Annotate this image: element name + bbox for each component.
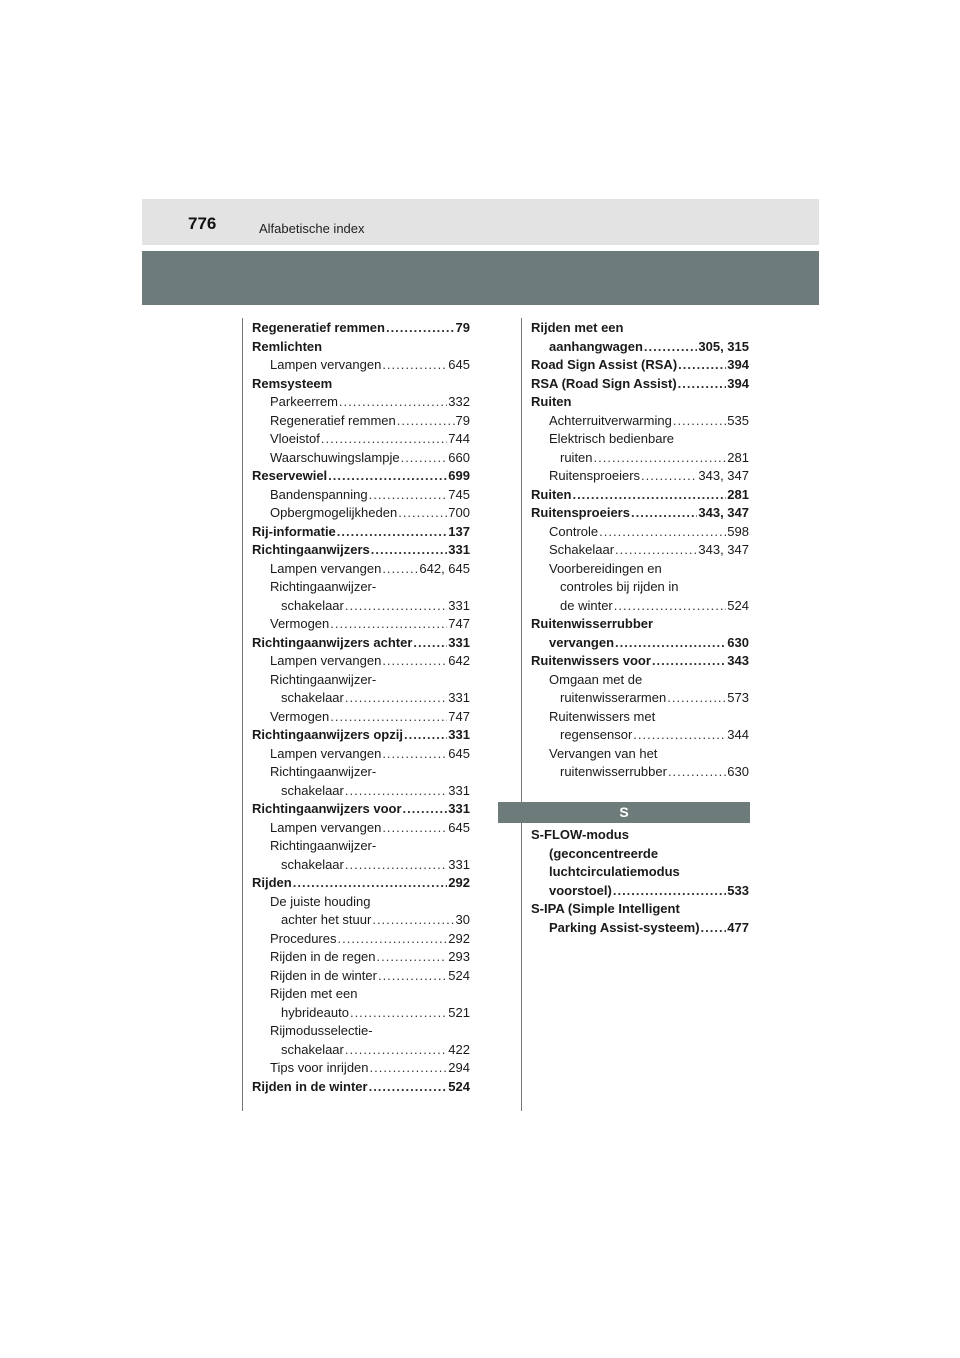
index-entry-term: Waarschuwingslampje — [270, 449, 400, 465]
index-entry — [531, 671, 749, 690]
dot-leader — [668, 763, 726, 782]
index-entry — [252, 430, 470, 449]
index-entry-page: 524 — [448, 967, 470, 983]
dot-leader — [382, 745, 447, 764]
index-entry — [531, 486, 749, 505]
dot-leader — [382, 560, 418, 579]
index-entry-page: 477 — [727, 919, 749, 935]
index-entry-page: 343 — [727, 653, 749, 668]
index-entry — [531, 826, 749, 845]
index-entry — [531, 375, 749, 394]
dot-leader — [594, 449, 727, 468]
index-entry-term: Vloeistof — [270, 431, 320, 446]
index-entry-page: 645 — [448, 745, 470, 761]
dot-leader — [633, 726, 726, 745]
dot-leader — [345, 1041, 447, 1060]
index-entry — [252, 819, 470, 838]
dot-leader — [339, 393, 447, 412]
index-entry-page: 331 — [448, 690, 470, 705]
index-entry-page: 292 — [448, 875, 470, 890]
index-entry-page: 642 — [448, 653, 470, 668]
index-entry — [252, 671, 470, 690]
index-entry-term: Bandenspanning — [270, 486, 368, 502]
index-entry-page: 747 — [448, 708, 470, 724]
index-entry-page: 331 — [448, 597, 470, 613]
index-entry-term: Richtingaanwijzer- — [270, 764, 377, 779]
index-entry-term: Opbergmogelijkheden — [270, 505, 398, 520]
dot-leader — [293, 874, 448, 893]
index-entry-term: Ruitenwisserrubber — [531, 616, 654, 631]
index-entry — [252, 930, 470, 949]
index-entry — [252, 1041, 470, 1060]
index-entry — [252, 578, 470, 597]
index-entry — [531, 845, 749, 864]
index-entry — [531, 882, 749, 901]
dot-leader — [615, 541, 697, 560]
index-entry — [531, 708, 749, 727]
index-entry — [252, 800, 470, 819]
index-entry-page: 700 — [448, 505, 470, 520]
index-entry-page: 524 — [727, 597, 749, 613]
dot-leader — [678, 356, 726, 375]
index-entry-term: Ruiten — [531, 394, 572, 409]
index-entry — [252, 689, 470, 708]
index-entry-term: (geconcentreerde — [549, 845, 659, 861]
index-entry-term: Rijden in de regen — [270, 949, 376, 964]
index-entry — [252, 726, 470, 745]
index-entry — [252, 763, 470, 782]
index-entry — [252, 985, 470, 1004]
index-entry — [531, 356, 749, 375]
index-entry — [531, 412, 749, 431]
index-entry-term: schakelaar — [281, 856, 344, 872]
index-entry-page: 394 — [727, 375, 749, 391]
index-entry — [252, 634, 470, 653]
dot-leader — [330, 615, 447, 634]
index-entry-page: 137 — [448, 523, 470, 539]
dot-leader — [372, 911, 454, 930]
dot-leader — [641, 467, 697, 486]
index-entry-page: 30 — [455, 912, 470, 927]
index-entry — [252, 708, 470, 727]
column-divider-left — [242, 318, 243, 1111]
index-entry-page: 645 — [448, 357, 470, 372]
index-entry-page: 293 — [448, 949, 470, 964]
index-entry — [531, 597, 749, 616]
index-entry-term: Parkeerrem — [270, 394, 338, 409]
index-entry-term: Procedures — [270, 930, 337, 946]
index-entry-term: RSA (Road Sign Assist) — [531, 375, 677, 391]
index-entry-term: ruitenwisserarmen — [560, 690, 667, 705]
index-entry — [531, 560, 749, 579]
index-entry-term: Lampen vervangen — [270, 653, 382, 668]
dot-leader — [667, 689, 726, 708]
index-entry — [531, 863, 749, 882]
index-entry-page: 660 — [448, 449, 470, 465]
index-entry-term: Rij-informatie — [252, 523, 336, 539]
index-entry-term: Voorbereidingen en — [549, 560, 662, 576]
index-entry-term: Lampen vervangen — [270, 357, 382, 372]
index-entry — [252, 504, 470, 523]
dot-leader — [401, 449, 448, 468]
index-entry-page: 699 — [448, 468, 470, 483]
dot-leader — [678, 375, 727, 394]
index-entry-term: Richtingaanwijzers achter — [252, 634, 413, 650]
index-entry — [252, 338, 470, 357]
index-entry — [531, 523, 749, 542]
index-entry-page: 292 — [448, 930, 470, 946]
dot-leader — [386, 319, 455, 338]
index-entry-page: 745 — [448, 486, 470, 502]
index-entry — [531, 689, 749, 708]
index-entry-term: Richtingaanwijzers voor — [252, 801, 402, 816]
index-entry-page: 524 — [448, 1078, 470, 1094]
index-entry — [252, 560, 470, 579]
index-entry-page: 744 — [448, 431, 470, 446]
index-entry-term: Regeneratief remmen — [252, 320, 385, 335]
index-entry-term: Regeneratief remmen — [270, 412, 396, 428]
index-entry — [252, 745, 470, 764]
dot-leader — [345, 597, 447, 616]
index-entry-page: 79 — [455, 320, 470, 335]
index-entry — [531, 578, 749, 597]
index-entry-term: Rijden met een — [270, 986, 358, 1001]
index-column-2-s — [531, 826, 749, 937]
index-entry — [531, 541, 749, 560]
index-entry-term: Richtingaanwijzers — [252, 542, 370, 557]
letter-divider-s: S — [498, 802, 750, 823]
dot-leader — [652, 652, 726, 671]
index-entry-term: Lampen vervangen — [270, 745, 382, 761]
dot-leader — [321, 430, 447, 449]
index-entry-term: Ruiten — [531, 486, 572, 502]
dot-leader — [631, 504, 697, 523]
dot-leader — [404, 726, 447, 745]
index-entry-term: Lampen vervangen — [270, 819, 382, 835]
index-entry-page: 598 — [727, 523, 749, 539]
index-entry-term: ruitenwisserrubber — [560, 764, 667, 779]
index-entry-term: Controle — [549, 523, 599, 539]
index-entry-page: 305, 315 — [698, 338, 749, 354]
index-entry — [252, 1078, 470, 1097]
index-entry-page: 343, 347 — [698, 468, 749, 483]
dot-leader — [398, 504, 447, 523]
index-entry-term: vervangen — [549, 634, 615, 650]
index-entry — [252, 393, 470, 412]
index-entry — [531, 467, 749, 486]
index-entry-term: Lampen vervangen — [270, 560, 382, 576]
index-entry-term: Ruitensproeiers — [549, 468, 641, 483]
index-entry — [252, 541, 470, 560]
index-entry — [252, 911, 470, 930]
index-entry — [531, 634, 749, 653]
index-entry-term: Vermogen — [270, 616, 330, 631]
index-entry-term: Remsysteem — [252, 375, 333, 391]
index-entry-page: 630 — [727, 634, 749, 650]
dot-leader — [413, 634, 447, 653]
index-entry-page: 331 — [448, 542, 470, 557]
dot-leader — [644, 338, 697, 357]
index-entry-page: 642, 645 — [419, 560, 470, 576]
dot-leader — [369, 486, 448, 505]
index-entry-term: Vervangen van het — [549, 745, 658, 761]
index-entry-term: S-IPA (Simple Intelligent — [531, 901, 680, 916]
index-entry-page: 422 — [448, 1041, 470, 1057]
index-entry-term: Tips voor inrijden — [270, 1060, 369, 1075]
index-entry-page: 281 — [727, 486, 749, 502]
index-entry — [531, 319, 749, 338]
index-entry — [531, 652, 749, 671]
index-entry-page: 331 — [448, 801, 470, 816]
index-entry — [252, 597, 470, 616]
dot-leader — [330, 708, 447, 727]
index-entry-term: Richtingaanwijzers opzij — [252, 727, 403, 742]
dot-leader — [403, 800, 448, 819]
dot-leader — [613, 882, 726, 901]
index-entry-term: luchtcirculatiemodus — [549, 864, 680, 879]
index-entry-term: Ruitenwissers voor — [531, 653, 651, 668]
index-entry — [252, 893, 470, 912]
index-entry-term: Rijden — [252, 875, 292, 890]
index-entry-term: Ruitenwissers met — [549, 708, 656, 724]
index-entry — [252, 1004, 470, 1023]
index-entry-term: De juiste houding — [270, 893, 371, 909]
index-entry — [531, 745, 749, 764]
index-entry-page: 331 — [448, 782, 470, 798]
index-entry — [531, 919, 749, 938]
dot-leader — [369, 1078, 448, 1097]
index-entry-term: Vermogen — [270, 708, 330, 724]
index-entry-term: Richtingaanwijzer- — [270, 838, 377, 853]
index-entry — [252, 1059, 470, 1078]
index-entry — [252, 319, 470, 338]
dot-leader — [378, 967, 447, 986]
index-entry — [531, 900, 749, 919]
index-entry — [252, 375, 470, 394]
index-entry-term: voorstoel) — [549, 882, 612, 898]
dot-leader — [382, 356, 447, 375]
index-entry — [252, 1022, 470, 1041]
index-entry-term: Reservewiel — [252, 468, 328, 483]
dot-leader — [350, 1004, 447, 1023]
index-entry — [531, 763, 749, 782]
dot-leader — [371, 541, 448, 560]
index-entry-term: regensensor — [560, 727, 633, 742]
dot-leader — [345, 856, 447, 875]
index-entry-page: 344 — [727, 727, 749, 742]
index-entry — [531, 504, 749, 523]
index-entry-page: 343, 347 — [698, 505, 749, 520]
index-entry — [531, 615, 749, 634]
index-entry-term: S-FLOW-modus — [531, 827, 629, 842]
index-entry-term: Omgaan met de — [549, 671, 643, 687]
dot-leader — [345, 689, 447, 708]
header-bar — [142, 199, 819, 245]
header-band — [142, 251, 819, 305]
index-entry — [252, 874, 470, 893]
index-entry-term: Ruitensproeiers — [531, 505, 630, 520]
index-entry-page: 747 — [448, 616, 470, 631]
index-entry — [531, 430, 749, 449]
dot-leader — [615, 634, 726, 653]
dot-leader — [345, 782, 447, 801]
index-entry-term: Parking Assist-systeem) — [549, 919, 700, 935]
dot-leader — [673, 412, 726, 431]
index-entry — [531, 393, 749, 412]
index-entry-term: schakelaar — [281, 690, 344, 705]
index-entry-page: 630 — [727, 764, 749, 779]
index-entry — [252, 967, 470, 986]
index-entry-term: aanhangwagen — [549, 338, 643, 354]
index-entry-page: 331 — [448, 634, 470, 650]
index-entry-page: 573 — [727, 690, 749, 705]
index-entry-page: 79 — [455, 412, 470, 428]
dot-leader — [337, 523, 448, 542]
index-entry-page: 332 — [448, 394, 470, 409]
index-entry — [252, 449, 470, 468]
index-entry — [252, 837, 470, 856]
index-column-2 — [531, 319, 749, 782]
index-entry-term: Achterruitverwarming — [549, 412, 672, 428]
index-entry-term: Richtingaanwijzer- — [270, 671, 377, 687]
index-entry-term: ruiten — [560, 449, 593, 465]
index-entry-term: Road Sign Assist (RSA) — [531, 357, 678, 372]
index-entry-term: Rijmodusselectie- — [270, 1023, 373, 1038]
index-entry — [252, 782, 470, 801]
index-entry — [252, 412, 470, 431]
index-entry-page: 343, 347 — [698, 542, 749, 557]
section-title: Alfabetische index — [259, 221, 365, 236]
dot-leader — [377, 948, 448, 967]
index-entry-term: achter het stuur — [281, 912, 372, 927]
index-entry-page: 294 — [448, 1060, 470, 1075]
index-entry-page: 394 — [727, 357, 749, 372]
index-entry-page: 521 — [448, 1004, 470, 1020]
index-entry — [252, 856, 470, 875]
index-entry-term: Schakelaar — [549, 542, 615, 557]
dot-leader — [382, 819, 447, 838]
index-entry-term: hybrideauto — [281, 1004, 349, 1020]
index-entry — [531, 726, 749, 745]
dot-leader — [614, 597, 727, 616]
index-entry — [252, 467, 470, 486]
index-entry-page: 645 — [448, 819, 470, 835]
page-number: 776 — [188, 214, 217, 233]
index-entry-page: 331 — [448, 727, 470, 742]
index-entry — [531, 338, 749, 357]
index-entry-term: de winter — [560, 597, 613, 613]
index-entry-page: 533 — [727, 882, 749, 898]
index-entry-term: Richtingaanwijzer- — [270, 579, 377, 594]
index-entry — [252, 948, 470, 967]
index-entry-page: 535 — [727, 412, 749, 428]
index-entry-page: 281 — [727, 449, 749, 465]
index-entry — [252, 652, 470, 671]
index-entry-term: schakelaar — [281, 782, 344, 798]
index-entry-term: Rijden in de winter — [252, 1078, 368, 1094]
index-entry-term: schakelaar — [281, 1041, 344, 1057]
index-entry-term: controles bij rijden in — [560, 579, 679, 594]
dot-leader — [397, 412, 455, 431]
index-entry-term: Remlichten — [252, 338, 323, 354]
index-entry — [252, 356, 470, 375]
index-entry-page: 331 — [448, 856, 470, 872]
index-entry — [252, 523, 470, 542]
index-entry-term: Elektrisch bedienbare — [549, 431, 675, 446]
dot-leader — [572, 486, 726, 505]
index-entry — [252, 615, 470, 634]
dot-leader — [382, 652, 447, 671]
index-entry-term: Rijden in de winter — [270, 967, 377, 983]
index-entry — [531, 449, 749, 468]
dot-leader — [328, 467, 447, 486]
index-entry — [252, 486, 470, 505]
dot-leader — [599, 523, 726, 542]
index-entry-term: schakelaar — [281, 597, 344, 613]
index-entry-term: Rijden met een — [531, 320, 624, 335]
column-divider-middle — [521, 318, 522, 1111]
index-column-1 — [252, 319, 470, 1096]
dot-leader — [701, 919, 727, 938]
dot-leader — [370, 1059, 448, 1078]
dot-leader — [337, 930, 447, 949]
